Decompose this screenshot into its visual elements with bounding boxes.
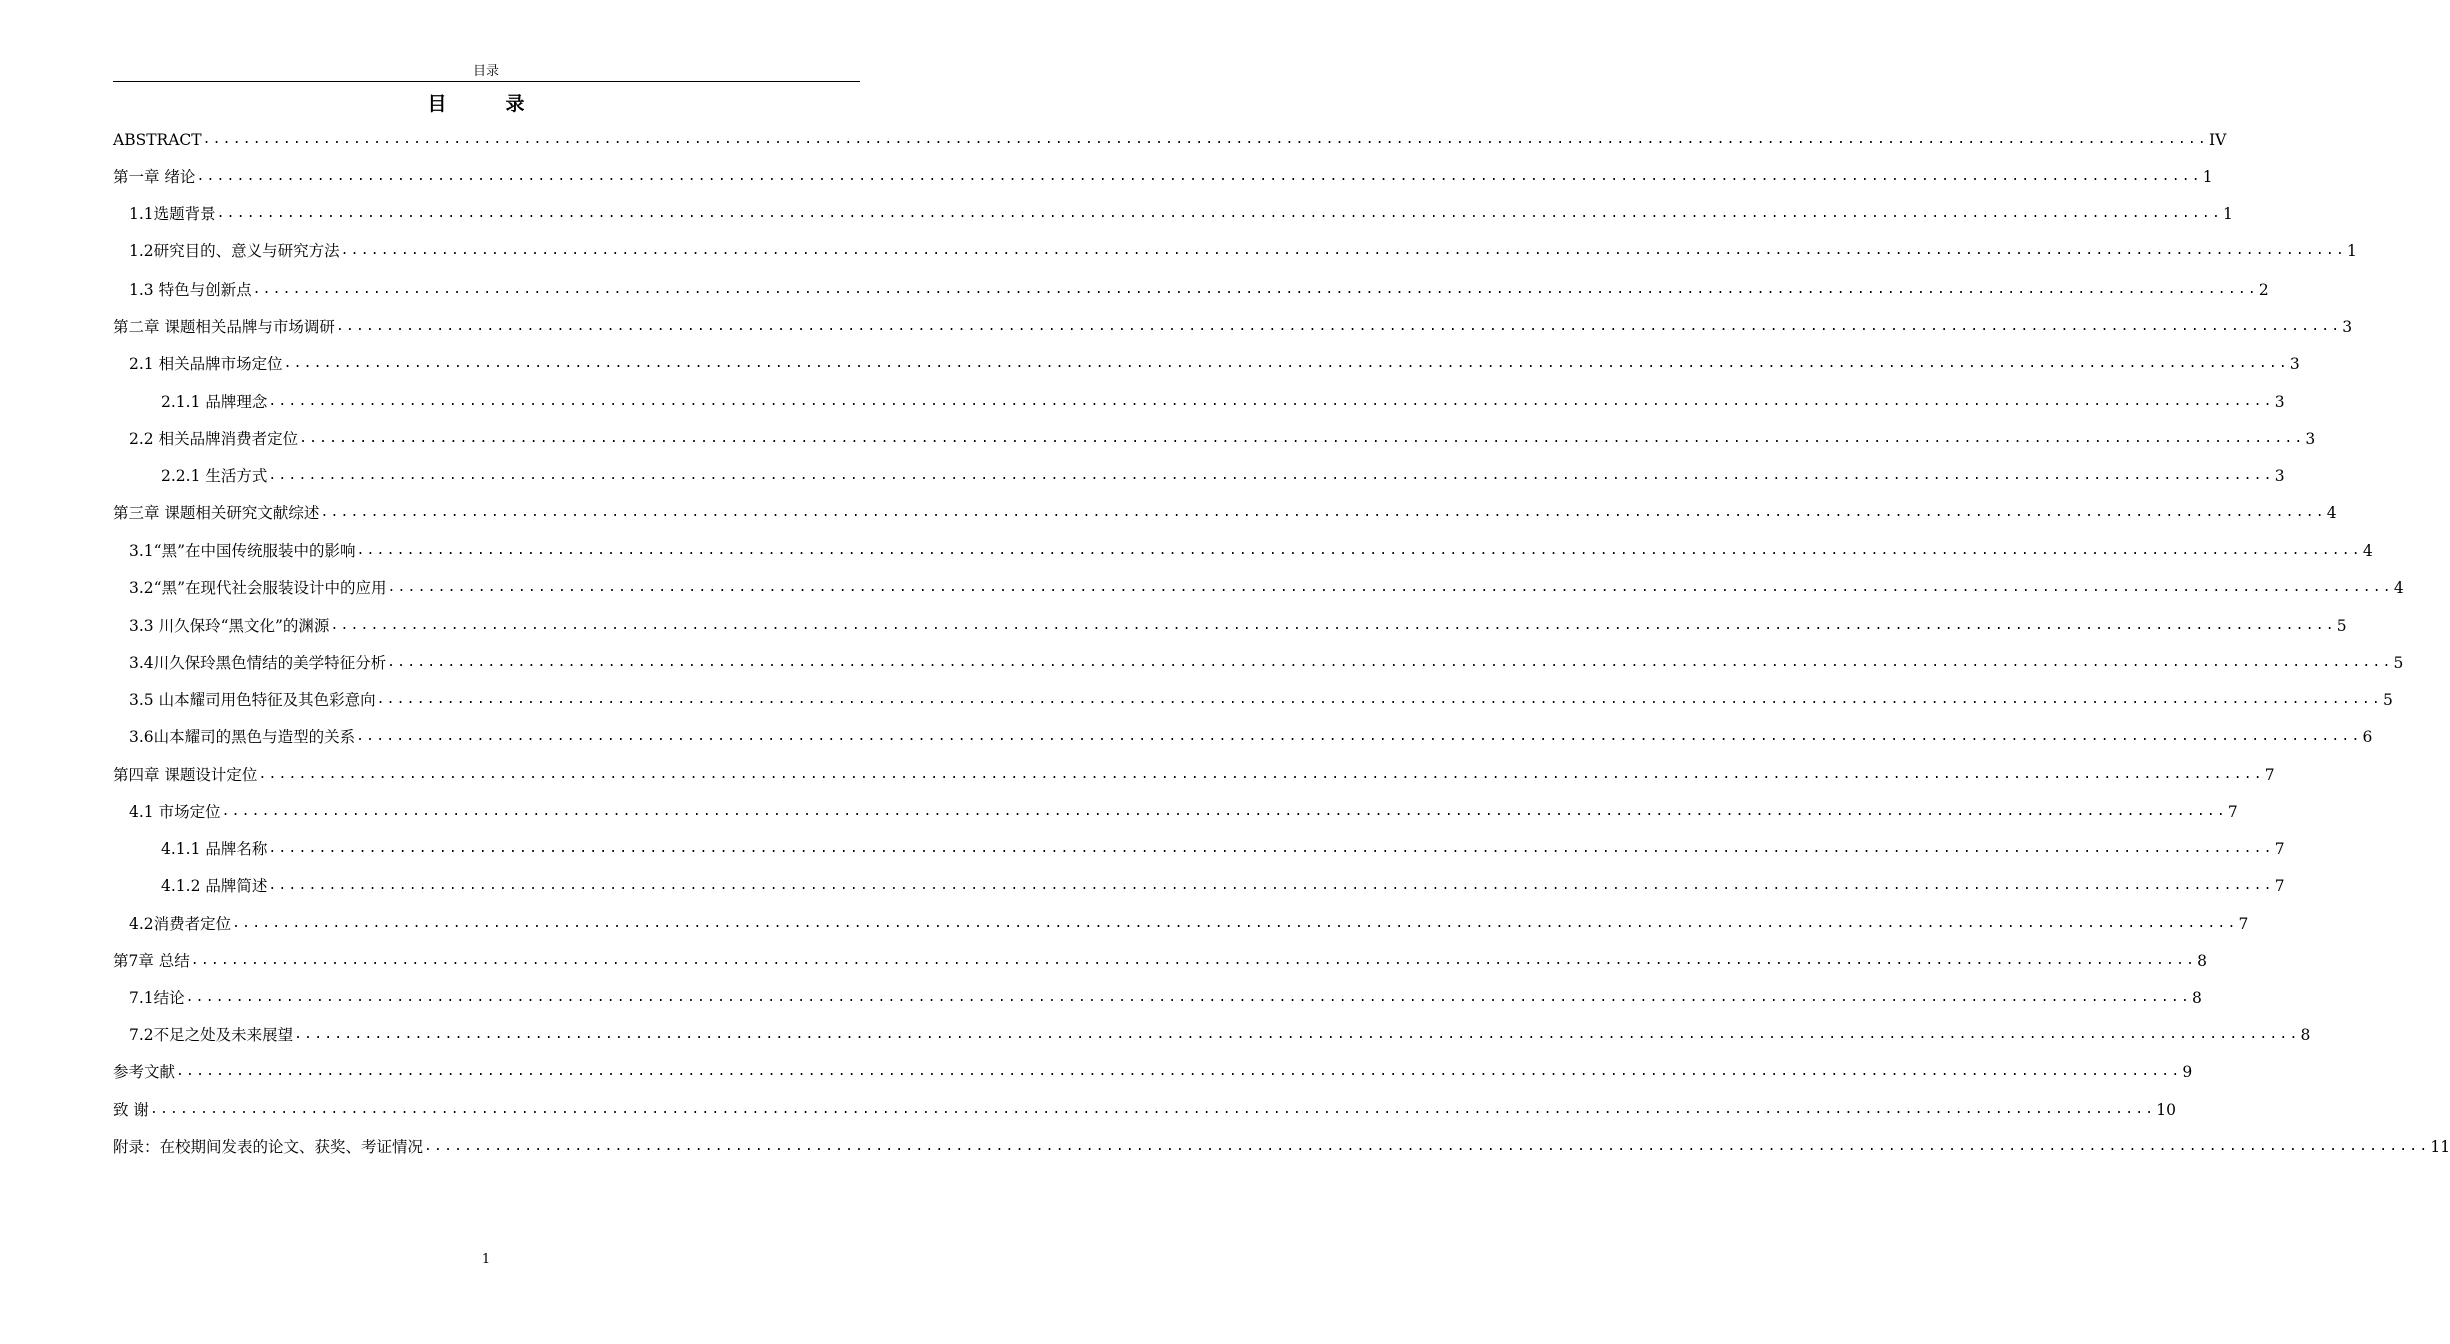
toc-entry[interactable] <box>113 685 2393 711</box>
toc-dot-leader: ........................................................................................................................................................................................................ <box>202 132 2208 147</box>
toc-entry-page: 10 <box>2156 1101 2177 1119</box>
toc-entry-page: 7 <box>2274 840 2285 858</box>
toc-entry-label: 3.5 山本耀司用色特征及其色彩意向 <box>129 691 376 709</box>
toc-dot-leader: ........................................................................................................................................................................................................ <box>268 394 2274 409</box>
toc-entry[interactable] <box>113 834 2285 860</box>
toc-entry-page: 7 <box>2227 803 2238 821</box>
toc-entry[interactable] <box>113 648 2404 674</box>
toc-entry-label: 第四章 课题设计定位 <box>113 766 258 784</box>
toc-dot-leader: ........................................................................................................................................................................................................ <box>258 767 2264 782</box>
toc-entry[interactable] <box>113 1020 2311 1046</box>
toc-entry-label: 附录：在校期间发表的论文、获奖、考证情况 <box>113 1138 424 1156</box>
toc-dot-leader: ........................................................................................................................................................................................................ <box>320 505 2326 520</box>
toc-entry[interactable] <box>113 461 2285 487</box>
toc-entry[interactable] <box>113 909 2249 935</box>
toc-entry-label: 7.2不足之处及未来展望 <box>129 1026 294 1044</box>
toc-dot-leader: ........................................................................................................................................................................................................ <box>149 1102 2156 1117</box>
toc-entry[interactable] <box>113 983 2202 1009</box>
toc-entry-page: 3 <box>2342 318 2353 336</box>
toc-dot-leader: ........................................................................................................................................................................................................ <box>232 916 2238 931</box>
toc-dot-leader: ........................................................................................................................................................................................................ <box>376 692 2382 707</box>
toc-entry-label: 3.2“黑”在现代社会服装设计中的应用 <box>129 579 387 597</box>
toc-entry[interactable] <box>113 946 2208 972</box>
toc-entry[interactable] <box>113 387 2285 413</box>
toc-entry[interactable] <box>113 573 2404 599</box>
toc-dot-leader: ........................................................................................................................................................................................................ <box>176 1064 2182 1079</box>
toc-entry-label: 第三章 课题相关研究文献综述 <box>113 504 320 522</box>
toc-entry-page: IV <box>2208 131 2227 149</box>
toc-entry-page: 4 <box>2362 542 2373 560</box>
toc-entry-page: 5 <box>2382 691 2393 709</box>
toc-dot-leader: ........................................................................................................................................................................................................ <box>356 729 2362 744</box>
toc-entry-label: 2.1 相关品牌市场定位 <box>129 355 283 373</box>
toc-entry[interactable] <box>113 536 2373 562</box>
toc-entry-page: 2 <box>2258 281 2269 299</box>
toc-dot-leader: ........................................................................................................................................................................................................ <box>340 243 2346 258</box>
toc-dot-leader: ........................................................................................................................................................................................................ <box>268 878 2274 893</box>
toc-dot-leader: ........................................................................................................................................................................................................ <box>190 953 2197 968</box>
toc-dot-leader: ........................................................................................................................................................................................................ <box>299 431 2305 446</box>
page-title: 目 录 <box>427 93 545 115</box>
toc-entry-page: 1 <box>2202 168 2213 186</box>
toc-entry-page: 1 <box>2347 242 2357 260</box>
toc-dot-leader: ........................................................................................................................................................................................................ <box>424 1139 2430 1154</box>
toc-entry-page: 7 <box>2274 877 2285 895</box>
toc-entry-label: 4.1.1 品牌名称 <box>161 840 268 858</box>
toc-entry[interactable] <box>113 312 2353 338</box>
page-number: 1 <box>481 1252 491 1267</box>
toc-dot-leader: ........................................................................................................................................................................................................ <box>185 990 2191 1005</box>
toc-entry-label: 1.3 特色与创新点 <box>129 281 252 299</box>
toc-entry[interactable] <box>113 1095 2177 1121</box>
toc-dot-leader: ........................................................................................................................................................................................................ <box>268 468 2274 483</box>
toc-dot-leader: ........................................................................................................................................................................................................ <box>356 543 2362 558</box>
toc-entry-page: 1 <box>2223 205 2233 223</box>
toc-entry-label: 4.1 市场定位 <box>129 803 221 821</box>
toc-entry-label: 第一章 绪论 <box>113 168 196 186</box>
toc-entry-page: 4 <box>2393 579 2404 597</box>
toc-dot-leader: ........................................................................................................................................................................................................ <box>387 655 2393 670</box>
toc-entry-label: 7.1结论 <box>129 989 185 1007</box>
toc-entry[interactable] <box>113 424 2316 450</box>
toc-dot-leader: ........................................................................................................................................................................................................ <box>196 169 2202 184</box>
toc-entry[interactable] <box>113 162 2213 188</box>
toc-entry-label: 3.6山本耀司的黑色与造型的关系 <box>129 728 356 746</box>
toc-entry-page: 8 <box>2192 989 2202 1007</box>
toc-entry[interactable] <box>113 797 2238 823</box>
toc-entry-page: 3 <box>2274 467 2285 485</box>
toc-entry-label: 参考文献 <box>113 1063 176 1081</box>
toc-entry-label: 3.1“黑”在中国传统服装中的影响 <box>129 542 356 560</box>
toc-entry[interactable] <box>113 125 2227 151</box>
toc-entry-label: 2.2 相关品牌消费者定位 <box>129 430 299 448</box>
toc-entry[interactable] <box>113 760 2275 786</box>
toc-entry-page: 6 <box>2362 728 2373 746</box>
toc-entry-label: 1.1选题背景 <box>129 205 216 223</box>
toc-entry-page: 9 <box>2182 1063 2193 1081</box>
toc-entry-page: 3 <box>2274 393 2285 411</box>
toc-entry-label: 2.1.1 品牌理念 <box>161 393 268 411</box>
toc-entry-page: 7 <box>2264 766 2275 784</box>
running-header: 目录 <box>472 64 499 79</box>
toc-entry-label: 1.2研究目的、意义与研究方法 <box>129 242 340 260</box>
toc-entry[interactable] <box>113 611 2347 637</box>
toc-entry[interactable] <box>113 871 2285 897</box>
toc-entry-page: 5 <box>2336 617 2347 635</box>
toc-entry[interactable] <box>113 199 2233 225</box>
toc-entry-label: 3.4川久保玲黑色情结的美学特征分析 <box>129 654 387 672</box>
toc-entry[interactable] <box>113 722 2373 748</box>
toc-entry-page: 8 <box>2300 1026 2311 1044</box>
toc-entry-page: 5 <box>2393 654 2404 672</box>
toc-entry-label: 4.1.2 品牌简述 <box>161 877 268 895</box>
toc-entry-page: 8 <box>2197 952 2208 970</box>
toc-entry-label: 2.2.1 生活方式 <box>161 467 268 485</box>
toc-entry-label: 致 谢 <box>113 1101 149 1119</box>
toc-entry-label: 4.2消费者定位 <box>129 915 232 933</box>
toc-entry-page: 11 <box>2430 1138 2450 1156</box>
toc-dot-leader: ........................................................................................................................................................................................................ <box>268 841 2274 856</box>
toc-dot-leader: ........................................................................................................................................................................................................ <box>216 206 2222 221</box>
toc-entry-page: 3 <box>2305 430 2316 448</box>
toc-entry-page: 7 <box>2238 915 2249 933</box>
toc-entry[interactable] <box>113 498 2337 524</box>
header-rule <box>113 81 860 82</box>
toc-entry-label: ABSTRACT <box>113 131 202 149</box>
toc-dot-leader: ........................................................................................................................................................................................................ <box>387 580 2393 595</box>
toc-entry[interactable] <box>113 275 2269 301</box>
toc-entry[interactable] <box>113 236 2357 262</box>
toc-entry[interactable] <box>113 1057 2193 1083</box>
toc-entry-label: 第7章 总结 <box>113 952 190 970</box>
toc-dot-leader: ........................................................................................................................................................................................................ <box>283 356 2289 371</box>
toc-entry-label: 第二章 课题相关品牌与市场调研 <box>113 318 335 336</box>
toc-dot-leader: ........................................................................................................................................................................................................ <box>221 804 2227 819</box>
toc-dot-leader: ........................................................................................................................................................................................................ <box>335 319 2342 334</box>
toc-entry-page: 3 <box>2289 355 2300 373</box>
toc-dot-leader: ........................................................................................................................................................................................................ <box>294 1027 2300 1042</box>
toc-dot-leader: ........................................................................................................................................................................................................ <box>252 282 2258 297</box>
toc-entry[interactable] <box>113 349 2300 375</box>
toc-entry-label: 3.3 川久保玲“黑文化”的渊源 <box>129 617 330 635</box>
toc-entry-page: 4 <box>2326 504 2337 522</box>
toc-entry[interactable] <box>113 1132 2450 1158</box>
toc-dot-leader: ........................................................................................................................................................................................................ <box>330 618 2336 633</box>
